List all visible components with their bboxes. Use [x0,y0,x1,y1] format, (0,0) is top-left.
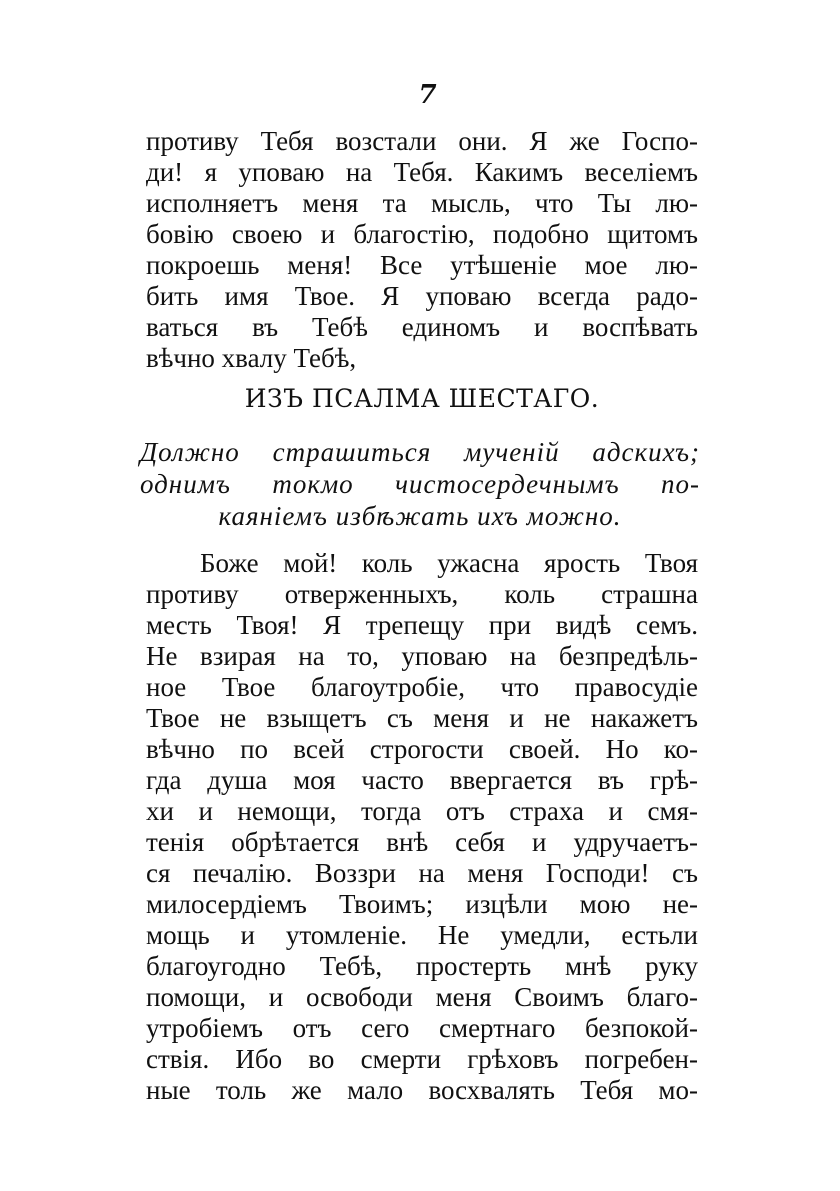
text-line: утробіемъ отъ сего смертнаго безпокой- [146,1013,698,1043]
text-line: ствія. Ибо во смерти грѣховъ погребен- [146,1044,698,1074]
subtitle-line: однимъ токмо чистосердечнымъ по- [140,469,700,499]
intro-paragraph [146,126,698,374]
subtitle-line: Должно страшиться мученій адскихъ; [140,437,700,467]
text-line: бовію своею и благостію, подобно щитомъ [146,219,698,249]
text-line: ваться въ Тебѣ единомъ и воспѣвать [146,312,698,342]
text-line: бить имя Твое. Я уповаю всегда радо- [146,281,698,311]
text-line: тенія обрѣтается внѣ себя и удручаетъ- [146,827,698,857]
text-line: ся печалію. Воззри на меня Господи! съ [146,858,698,888]
text-line: вѣчно по всей строгости своей. Но ко- [146,734,698,764]
text-line: вѣчно хвалу Тебѣ, [146,343,357,373]
text-line: покроешь меня! Все утѣшеніе мое лю- [146,250,698,280]
text-line: помощи, и освободи меня Своимъ благо- [146,982,698,1012]
text-line: милосердіемъ Твоимъ; изцѣли мою не- [146,889,698,919]
section-heading: ИЗЪ ПСАЛМА ШЕСТАГО. [244,384,600,413]
text-line: ди! я уповаю на Тебя. Какимъ веселіемъ [146,157,698,187]
page-number: 7 [418,80,437,110]
text-line: месть Твоя! Я трепещу при видѣ семъ. [146,610,698,640]
text-line: противу отверженныхъ, коль страшна [146,579,698,609]
text-line: ные толь же мало восхвалять Тебя мо- [146,1075,698,1105]
main-paragraph [146,548,698,1106]
text-line: противу Тебя возстали они. Я же Госпо- [146,126,698,156]
text-line: исполняетъ меня та мысль, что Ты лю- [146,188,698,218]
text-line: Боже мой! коль ужасна ярость Твоя [200,548,698,578]
text-line: Не взирая на то, уповаю на безпредѣль- [146,641,698,671]
text-line: гда душа моя часто ввергается въ грѣ- [146,765,698,795]
text-line: благоугодно Тебѣ, простерть мнѣ руку [146,951,698,981]
text-line: хи и немощи, тогда отъ страха и смя- [146,796,698,826]
text-line: мощь и утомленіе. Не умедли, естьли [146,920,698,950]
text-line: Твое не взыщетъ съ меня и не накажетъ [146,703,698,733]
section-subtitle [140,436,700,532]
text-line: ное Твое благоутробіе, что правосудіе [146,672,698,702]
subtitle-line: каяніемъ избѣжать ихъ можно. [218,501,622,531]
